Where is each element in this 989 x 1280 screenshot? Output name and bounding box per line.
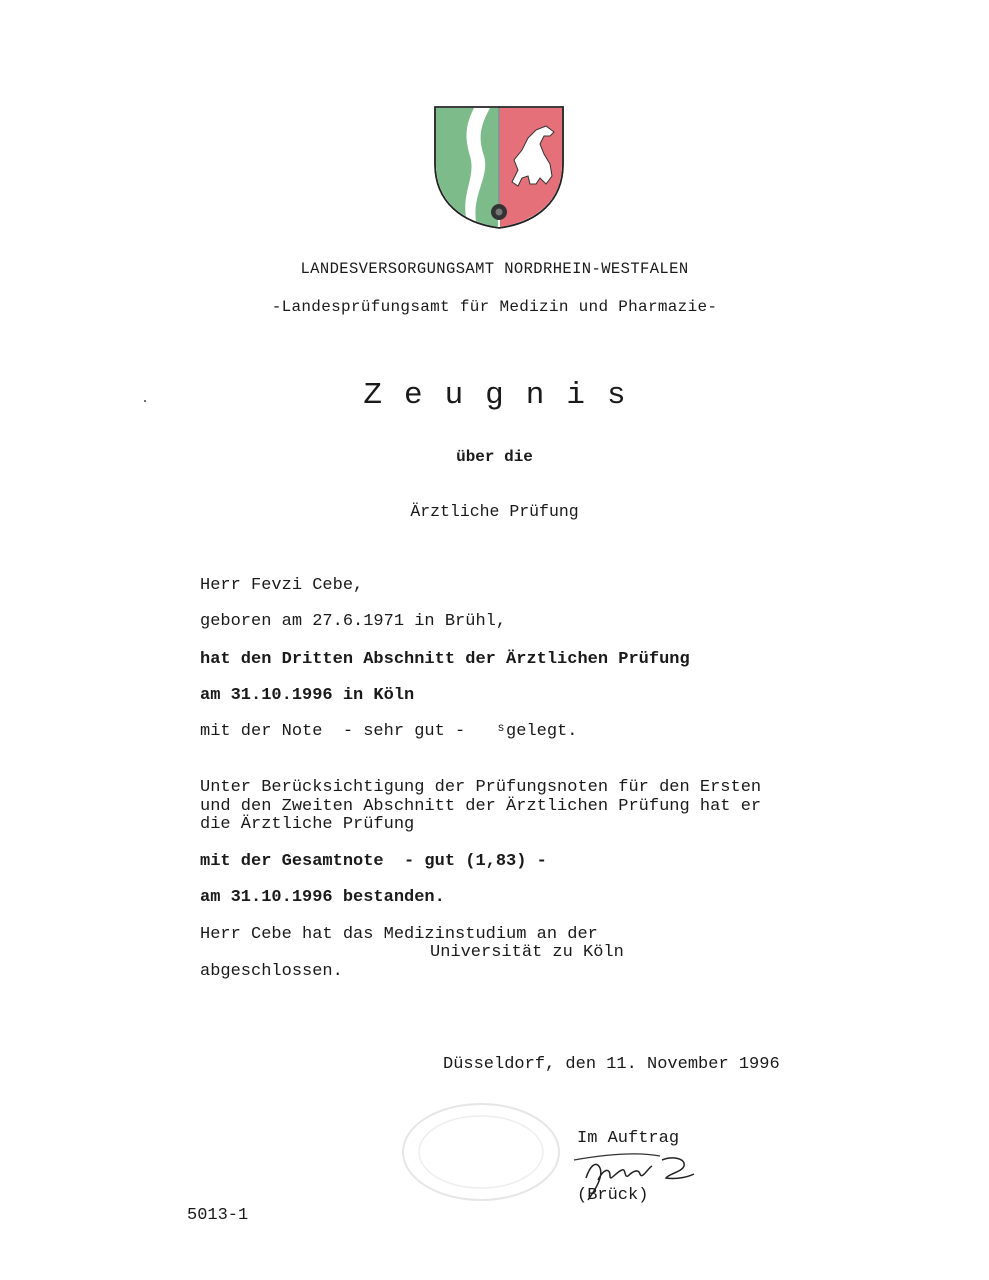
name-line: Herr Fevzi Cebe, (200, 576, 364, 595)
faint-stamp-icon (396, 1092, 566, 1202)
consideration-line-2: und den Zweiten Abschnitt der Ärztlichen Prüfung hat er (200, 797, 762, 816)
nrw-coat-of-arms-icon (432, 104, 566, 230)
authority-heading: LANDESVERSORGUNGSAMT NORDRHEIN-WESTFALEN (300, 260, 689, 278)
passed-line: am 31.10.1996 bestanden. (200, 888, 445, 907)
on-behalf-label: Im Auftrag (577, 1129, 680, 1148)
office-subheading: -Landesprüfungsamt für Medizin und Pharmazie- (271, 298, 718, 316)
grade-line: mit der Note - sehr gut - ˢgelegt. (200, 722, 578, 741)
signatory-name: (Brück) (577, 1186, 649, 1205)
study-line-1: Herr Cebe hat das Medizinstudium an der (200, 925, 598, 944)
consideration-line-3: die Ärztliche Prüfung (200, 815, 415, 834)
study-line-2: Universität zu Köln (430, 943, 624, 962)
document-subtitle-line2: Ärztliche Prüfung (410, 502, 579, 521)
overall-grade-line: mit der Gesamtnote - gut (1,83) - (200, 852, 547, 871)
consideration-line-1: Unter Berücksichtigung der Prüfungsnoten für den Ersten (200, 778, 762, 797)
place-date: Düsseldorf, den 11. November 1996 (443, 1055, 780, 1074)
exam-date-line: am 31.10.1996 in Köln (200, 686, 415, 705)
form-number: 5013-1 (187, 1206, 249, 1225)
document-subtitle-line1: über die (456, 448, 533, 466)
study-line-3: abgeschlossen. (200, 962, 343, 981)
document-title: Zeugnis (363, 378, 648, 413)
section-line: hat den Dritten Abschnitt der Ärztlichen Prüfung (200, 650, 690, 669)
birth-line: geboren am 27.6.1971 in Brühl, (200, 612, 507, 631)
